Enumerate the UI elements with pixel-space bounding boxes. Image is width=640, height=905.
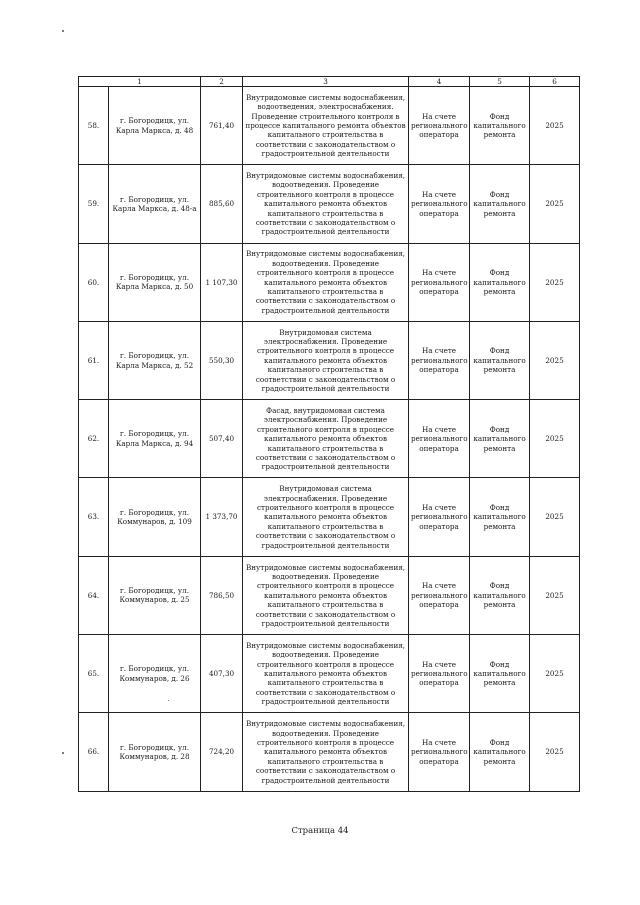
- column-number: 1: [79, 77, 201, 87]
- scan-speck: [168, 700, 169, 701]
- area-cell: 885,60: [201, 165, 243, 243]
- table-row: [79, 321, 580, 399]
- table-row: [79, 165, 580, 243]
- account-cell: На счете регионального оператора: [409, 321, 470, 399]
- year-cell: 2025: [530, 87, 580, 165]
- work-description-cell: Внутридомовые системы водоснабжения, водоотведения, электроснабжения. Проведение строительного контроля в процессе капитального ремонта объектов капитального строительства в соответствии с законодательством о градостроительной деятельности: [243, 87, 409, 165]
- table-row: [79, 87, 580, 165]
- work-description-cell: Внутридомовая система электроснабжения. Проведение строительного контроля в процессе капитального ремонта объектов капитального строительства в соответствии с законодательством о градостроительной деятельности: [243, 321, 409, 399]
- funding-source-cell: Фонд капитального ремонта: [470, 321, 530, 399]
- funding-source-cell: Фонд капитального ремонта: [470, 556, 530, 634]
- work-description-cell: Внутридомовые системы водоснабжения, водоотведения. Проведение строительного контроля в процессе капитального ремонта объектов капитального строительства в соответствии с законодательством о градостроительной деятельности: [243, 243, 409, 321]
- scan-speck: [62, 752, 64, 754]
- account-cell: На счете регионального оператора: [409, 400, 470, 478]
- row-number-cell: 60.: [79, 243, 109, 321]
- address-cell: г. Богородицк, ул. Карла Маркса, д. 94: [109, 400, 201, 478]
- capital-repair-table: [78, 76, 580, 792]
- table-row: [79, 635, 580, 713]
- year-cell: 2025: [530, 478, 580, 556]
- row-number-cell: 58.: [79, 87, 109, 165]
- row-number-cell: 65.: [79, 635, 109, 713]
- year-cell: 2025: [530, 556, 580, 634]
- funding-source-cell: Фонд капитального ремонта: [470, 243, 530, 321]
- year-cell: 2025: [530, 243, 580, 321]
- work-description-cell: Внутридомовая система электроснабжения. Проведение строительного контроля в процессе капитального ремонта объектов капитального строительства в соответствии с законодательством о градостроительной деятельности: [243, 478, 409, 556]
- work-description-cell: Внутридомовые системы водоснабжения, водоотведения. Проведение строительного контроля в процессе капитального ремонта объектов капитального строительства в соответствии с законодательством о градостроительной деятельности: [243, 165, 409, 243]
- work-description-cell: Фасад, внутридомовая система электроснабжения. Проведение строительного контроля в процессе капитального ремонта объектов капитального строительства в соответствии с законодательством о градостроительной деятельности: [243, 400, 409, 478]
- column-number: 4: [409, 77, 470, 87]
- table-row: [79, 556, 580, 634]
- column-number: 6: [530, 77, 580, 87]
- work-description-cell: Внутридомовые системы водоснабжения, водоотведения. Проведение строительного контроля в процессе капитального ремонта объектов капитального строительства в соответствии с законодательством о градостроительной деятельности: [243, 713, 409, 791]
- row-number-cell: 64.: [79, 556, 109, 634]
- table-row: [79, 713, 580, 791]
- funding-source-cell: Фонд капитального ремонта: [470, 478, 530, 556]
- table-row: [79, 400, 580, 478]
- address-cell: г. Богородицк, ул. Коммунаров, д. 25: [109, 556, 201, 634]
- area-cell: 1 373,70: [201, 478, 243, 556]
- address-cell: г. Богородицк, ул. Карла Маркса, д. 52: [109, 321, 201, 399]
- table-body: [79, 77, 580, 792]
- table-row: [79, 478, 580, 556]
- area-cell: 761,40: [201, 87, 243, 165]
- address-cell: г. Богородицк, ул. Карла Маркса, д. 48-а: [109, 165, 201, 243]
- address-cell: г. Богородицк, ул. Карла Маркса, д. 50: [109, 243, 201, 321]
- area-cell: 1 107,30: [201, 243, 243, 321]
- year-cell: 2025: [530, 165, 580, 243]
- work-description-cell: Внутридомовые системы водоснабжения, водоотведения. Проведение строительного контроля в процессе капитального ремонта объектов капитального строительства в соответствии с законодательством о градостроительной деятельности: [243, 556, 409, 634]
- address-cell: г. Богородицк, ул. Коммунаров, д. 28: [109, 713, 201, 791]
- area-cell: 507,40: [201, 400, 243, 478]
- area-cell: 786,50: [201, 556, 243, 634]
- account-cell: На счете регионального оператора: [409, 635, 470, 713]
- funding-source-cell: Фонд капитального ремонта: [470, 713, 530, 791]
- address-cell: г. Богородицк, ул. Коммунаров, д. 26: [109, 635, 201, 713]
- address-cell: г. Богородицк, ул. Коммунаров, д. 109: [109, 478, 201, 556]
- year-cell: 2025: [530, 400, 580, 478]
- account-cell: На счете регионального оператора: [409, 87, 470, 165]
- funding-source-cell: Фонд капитального ремонта: [470, 87, 530, 165]
- area-cell: 724,20: [201, 713, 243, 791]
- table-row: [79, 243, 580, 321]
- row-number-cell: 63.: [79, 478, 109, 556]
- row-number-cell: 59.: [79, 165, 109, 243]
- area-cell: 550,30: [201, 321, 243, 399]
- area-cell: 407,30: [201, 635, 243, 713]
- column-number: 2: [201, 77, 243, 87]
- year-cell: 2025: [530, 713, 580, 791]
- year-cell: 2025: [530, 321, 580, 399]
- row-number-cell: 66.: [79, 713, 109, 791]
- funding-source-cell: Фонд капитального ремонта: [470, 400, 530, 478]
- page-number: Страница 44: [291, 826, 349, 836]
- address-cell: г. Богородицк, ул. Карла Маркса, д. 48: [109, 87, 201, 165]
- work-description-cell: Внутридомовые системы водоснабжения, водоотведения. Проведение строительного контроля в процессе капитального ремонта объектов капитального строительства в соответствии с законодательством о градостроительной деятельности: [243, 635, 409, 713]
- account-cell: На счете регионального оператора: [409, 556, 470, 634]
- account-cell: На счете регионального оператора: [409, 243, 470, 321]
- funding-source-cell: Фонд капитального ремонта: [470, 635, 530, 713]
- column-number: 3: [243, 77, 409, 87]
- account-cell: На счете регионального оператора: [409, 165, 470, 243]
- scan-speck: [62, 30, 64, 32]
- column-number-row: [79, 77, 580, 87]
- row-number-cell: 61.: [79, 321, 109, 399]
- account-cell: На счете регионального оператора: [409, 713, 470, 791]
- account-cell: На счете регионального оператора: [409, 478, 470, 556]
- row-number-cell: 62.: [79, 400, 109, 478]
- column-number: 5: [470, 77, 530, 87]
- year-cell: 2025: [530, 635, 580, 713]
- funding-source-cell: Фонд капитального ремонта: [470, 165, 530, 243]
